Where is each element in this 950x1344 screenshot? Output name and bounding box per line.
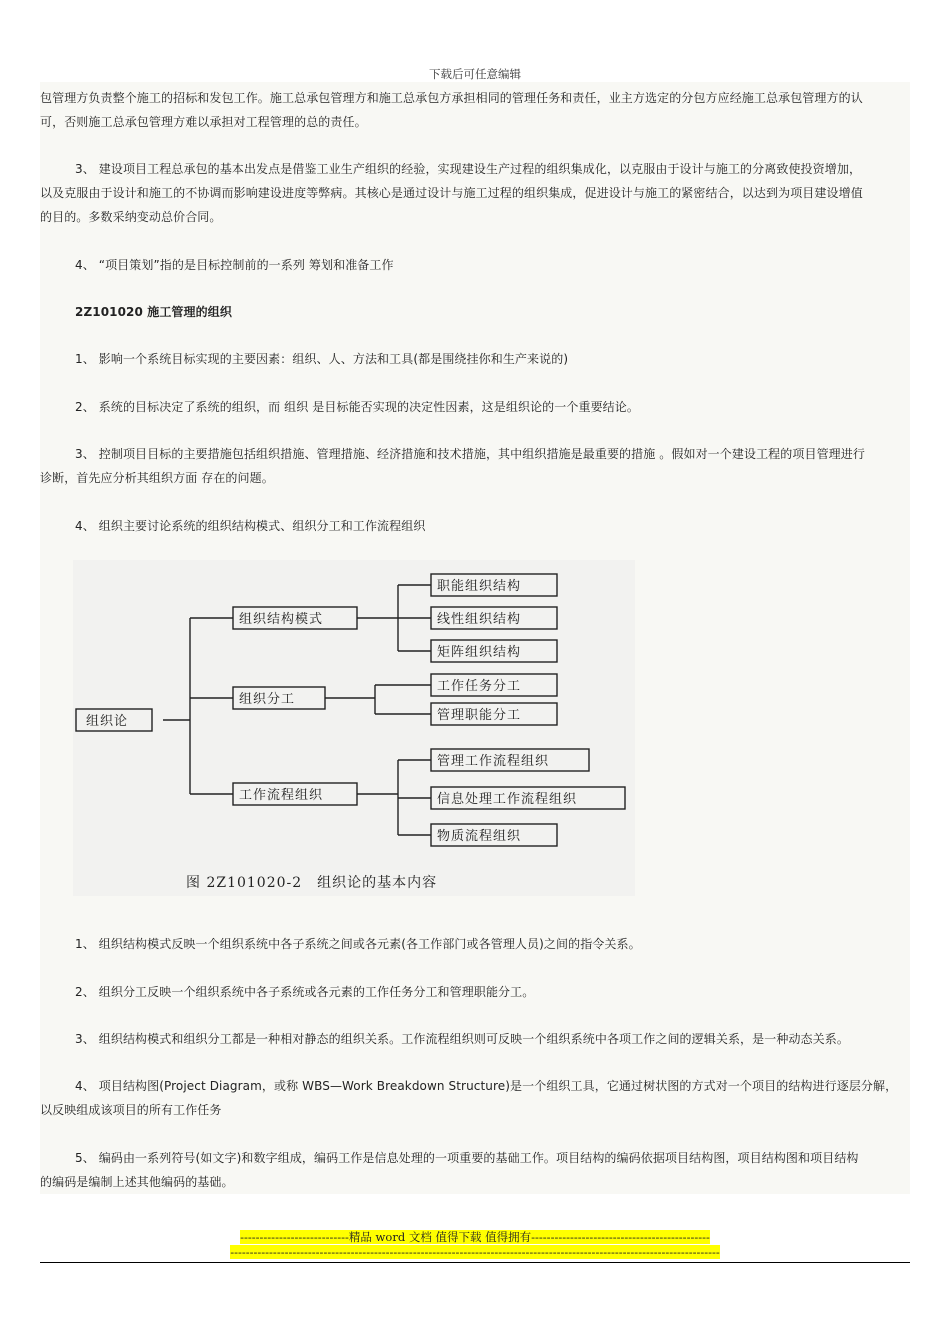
diagram-caption: 图 2Z101020-2 组织论的基本内容 bbox=[186, 875, 438, 891]
paragraph-line: 诊断，首先应分析其组织方面 存在的问题。 bbox=[40, 471, 274, 485]
paragraph-line: 1、 影响一个系统目标实现的主要因素：组织、人、方法和工具(都是围绕挂你和生产来说的) bbox=[75, 352, 569, 366]
footer-banner bbox=[0, 1245, 950, 1259]
footer-banner-line: ----------------------------精品 word 文档 值得下载 值得拥有---------------------------------------------- bbox=[240, 1230, 710, 1244]
diagram-leaf-label: 管理职能分工 bbox=[437, 708, 522, 723]
paragraph-line: 3、 组织结构模式和组织分工都是一种相对静态的组织关系。工作流程组织则可反映一个组织系统中各项工作之间的逻辑关系，是一种动态关系。 bbox=[75, 1032, 849, 1046]
footer-divider bbox=[40, 1262, 910, 1263]
diagram-leaf-label: 矩阵组织结构 bbox=[437, 645, 522, 660]
paragraph-line: 2、 系统的目标决定了系统的组织，而 组织 是目标能否实现的决定性因素，这是组织论的一个重要结论。 bbox=[75, 400, 639, 414]
paragraph-line: 5、 编码由一系列符号(如文字)和数字组成，编码工作是信息处理的一项重要的基础工作。项目结构的编码依据项目结构图，项目结构图和项目结构 bbox=[75, 1151, 859, 1165]
diagram-leaf-label: 线性组织结构 bbox=[437, 612, 522, 627]
paragraph-line: 4、 项目结构图(Project Diagram，或称 WBS—Work Breakdown Structure)是一个组织工具，它通过树状图的方式对一个项目的结构进行逐层分解， bbox=[75, 1079, 898, 1093]
paragraph-line: 的编码是编制上述其他编码的基础。 bbox=[40, 1175, 234, 1189]
diagram-root-label: 组织论 bbox=[86, 714, 129, 729]
diagram-leaf-label: 工作任务分工 bbox=[437, 679, 522, 694]
paragraph-line: 4、 组织主要讨论系统的组织结构模式、组织分工和工作流程组织 bbox=[75, 519, 426, 533]
diagram-leaf-label: 职能组织结构 bbox=[437, 579, 522, 594]
header-note: 下载后可任意编辑 bbox=[429, 67, 521, 81]
paragraph-line: 1、 组织结构模式反映一个组织系统中各子系统之间或各元素(各工作部门或各管理人员)之间的指令关系。 bbox=[75, 937, 641, 951]
diagram-branch-label: 组织分工 bbox=[239, 692, 296, 707]
diagram-branch-label: 工作流程组织 bbox=[239, 788, 324, 803]
paragraph-line: 以及克服由于设计和施工的不协调而影响建设进度等弊病。其核心是通过设计与施工过程的组织集成，促进设计与施工的紧密结合，以达到为项目建设增值 bbox=[40, 186, 863, 200]
diagram-branch-label: 组织结构模式 bbox=[239, 612, 324, 627]
section-title: 2Z101020 施工管理的组织 bbox=[75, 305, 232, 319]
organization-theory-diagram bbox=[73, 560, 635, 896]
paragraph-line: 以反映组成该项目的所有工作任务 bbox=[40, 1103, 222, 1117]
diagram-leaf-label: 管理工作流程组织 bbox=[437, 754, 550, 769]
paragraph-line: 3、 控制项目目标的主要措施包括组织措施、管理措施、经济措施和技术措施，其中组织措施是最重要的措施 。假如对一个建设工程的项目管理进行 bbox=[75, 447, 865, 461]
paragraph-line: 2、 组织分工反映一个组织系统中各子系统或各元素的工作任务分工和管理职能分工。 bbox=[75, 985, 535, 999]
footer-banner bbox=[0, 1229, 950, 1245]
paragraph-line: 可，否则施工总承包管理方难以承担对工程管理的总的责任。 bbox=[40, 115, 367, 129]
paragraph-line: 4、 “项目策划”指的是目标控制前的一系列 筹划和准备工作 bbox=[75, 258, 394, 272]
paragraph-line: 包管理方负责整个施工的招标和发包工作。施工总承包管理方和施工总承包方承担相同的管理任务和责任，业主方选定的分包方应经施工总承包管理方的认 bbox=[40, 91, 863, 105]
footer-banner-line: ------------------------------------------------------------------------------------------------------------------------------ bbox=[230, 1245, 720, 1259]
diagram-leaf-label: 物质流程组织 bbox=[437, 829, 522, 844]
diagram-leaf-label: 信息处理工作流程组织 bbox=[437, 792, 578, 807]
paragraph-line: 3、 建设项目工程总承包的基本出发点是借鉴工业生产组织的经验，实现建设生产过程的组织集成化，以克服由于设计与施工的分离致使投资增加， bbox=[75, 162, 862, 176]
paragraph-line: 的目的。多数采纳变动总价合同。 bbox=[40, 210, 222, 224]
